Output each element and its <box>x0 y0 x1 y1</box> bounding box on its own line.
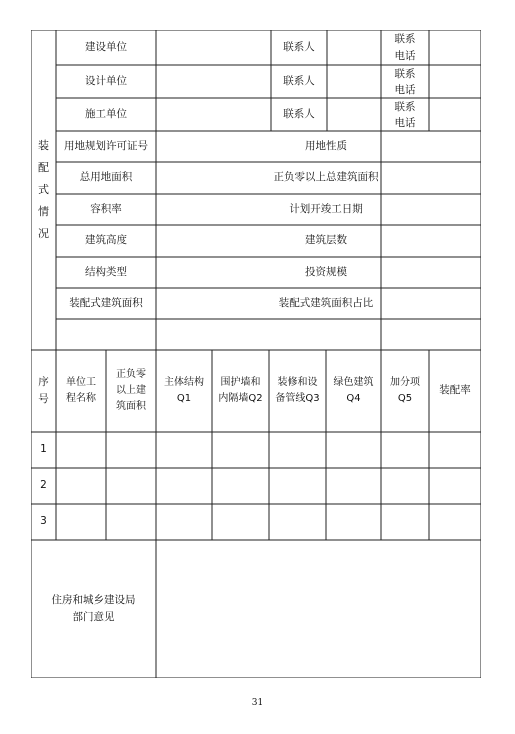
row-number: 1 <box>40 443 47 456</box>
header-line: Q4 <box>346 393 361 404</box>
builder-phone-label <box>381 30 429 65</box>
section-label-char: 况 <box>38 227 49 240</box>
designer-contact-input[interactable] <box>327 65 381 98</box>
builder-input[interactable] <box>156 30 271 65</box>
prefab-building-form <box>31 30 481 678</box>
designer-label: 设计单位 <box>85 74 127 87</box>
header-line: 序 <box>38 376 49 388</box>
prefab-area-label: 装配式建筑面积 <box>69 296 143 309</box>
header-no <box>31 350 56 432</box>
header-q5 <box>381 350 429 432</box>
section-label <box>31 30 56 350</box>
designer-input[interactable] <box>156 65 271 98</box>
plot-ratio-input[interactable] <box>156 194 271 225</box>
floors-label: 建筑层数 <box>305 234 347 247</box>
designer-contact-label: 联系人 <box>283 74 315 87</box>
header-q4 <box>326 350 381 432</box>
row-number: 3 <box>40 515 47 528</box>
designer-phone-label <box>381 65 429 98</box>
row-number: 2 <box>40 479 47 492</box>
constructor-phone-label <box>381 98 429 131</box>
phone-label-line: 联系 <box>394 32 416 45</box>
constructor-contact-label: 联系人 <box>283 107 315 120</box>
header-line: 正负零 <box>116 369 146 380</box>
builder-contact-label: 联系人 <box>283 40 315 53</box>
building-height-input[interactable] <box>156 225 271 257</box>
header-line: 内隔墙Q2 <box>218 393 263 404</box>
total-land-area-input[interactable] <box>156 162 271 194</box>
land-use-input[interactable] <box>381 131 481 162</box>
header-q3 <box>269 350 326 432</box>
structure-type-input[interactable] <box>156 257 271 288</box>
builder-label: 建设单位 <box>85 40 127 53</box>
opinion-label-line: 住房和城乡建设局 <box>51 594 136 606</box>
section-label-char: 情 <box>38 205 49 218</box>
page-number: 31 <box>251 698 264 708</box>
section-label-char: 装 <box>38 139 49 152</box>
constructor-label: 施工单位 <box>85 107 127 120</box>
header-line: 备管线Q3 <box>275 393 320 404</box>
header-line: Q5 <box>397 393 413 404</box>
planned-start-label: 计划开竣工日期 <box>289 202 363 215</box>
constructor-phone-input[interactable] <box>429 98 481 131</box>
header-line: 绿色建筑 <box>333 377 374 388</box>
builder-phone-input[interactable] <box>429 30 481 65</box>
header-project <box>56 350 106 432</box>
header-q1 <box>156 350 212 432</box>
designer-phone-input[interactable] <box>429 65 481 98</box>
phone-label-line: 电话 <box>394 49 416 62</box>
planning-permit-label: 用地规划许可证号 <box>64 139 148 152</box>
header-q2 <box>212 350 269 432</box>
constructor-input[interactable] <box>156 98 271 131</box>
prefab-area-input[interactable] <box>156 288 271 319</box>
header-line: 加分项 <box>390 377 420 388</box>
investment-label: 投资规模 <box>305 265 347 278</box>
investment-input[interactable] <box>381 257 481 288</box>
prefab-ratio-label: 装配式建筑面积占比 <box>278 296 374 309</box>
phone-label-line: 电话 <box>394 116 416 129</box>
phone-label-line: 联系 <box>394 67 416 80</box>
header-line: 围护墙和 <box>220 377 261 388</box>
header-line: 号 <box>38 393 49 405</box>
phone-label-line: 电话 <box>394 83 416 96</box>
header-line: 程名称 <box>66 393 96 404</box>
header-line: 单位工 <box>66 377 96 388</box>
header-area <box>106 350 156 432</box>
header-line: Q1 <box>176 393 192 404</box>
builder-contact-input[interactable] <box>327 30 381 65</box>
land-use-label: 用地性质 <box>305 139 347 152</box>
above-ground-area-label: 正负零以上总建筑面积 <box>273 171 379 184</box>
building-height-label: 建筑高度 <box>85 234 127 247</box>
opinion-label <box>31 540 156 678</box>
opinion-input[interactable] <box>156 540 481 678</box>
phone-label-line: 联系 <box>394 100 416 113</box>
structure-type-label: 结构类型 <box>85 265 127 278</box>
header-line: 装修和设 <box>277 377 318 388</box>
constructor-contact-input[interactable] <box>327 98 381 131</box>
prefab-ratio-input[interactable] <box>381 288 481 319</box>
info-blank-row[interactable] <box>56 319 481 350</box>
planned-start-input[interactable] <box>381 194 481 225</box>
header-rate: 装配率 <box>439 384 471 397</box>
section-label-char: 配 <box>38 161 49 174</box>
total-land-area-label: 总用地面积 <box>79 171 133 184</box>
floors-input[interactable] <box>381 225 481 257</box>
opinion-label-line: 部门意见 <box>72 611 115 623</box>
header-line: 以上建 <box>116 385 146 396</box>
planning-permit-input[interactable] <box>156 131 271 162</box>
header-line: 主体结构 <box>164 377 204 388</box>
section-label-char: 式 <box>38 183 49 196</box>
above-ground-area-input[interactable] <box>381 162 481 194</box>
header-line: 筑面积 <box>116 401 146 412</box>
plot-ratio-label: 容积率 <box>90 202 122 215</box>
